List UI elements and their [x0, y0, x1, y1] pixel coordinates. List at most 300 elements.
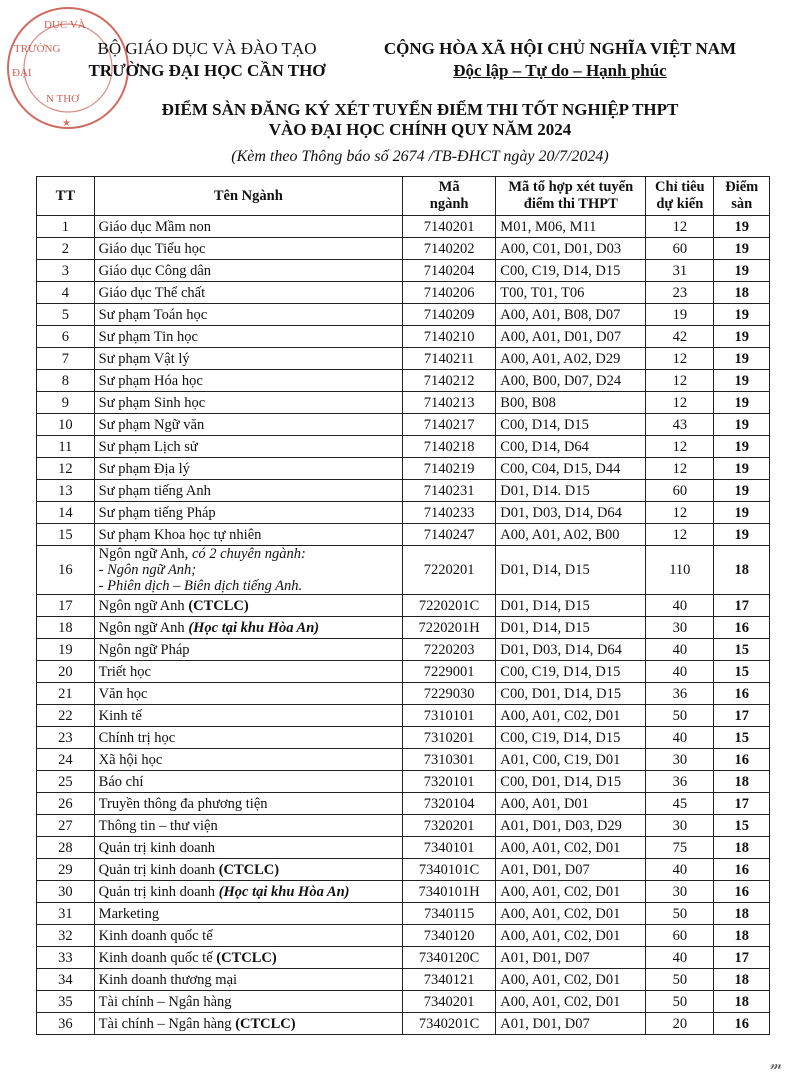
row-name: [94, 595, 402, 617]
row-combination: D01, D03, D14, D64: [496, 639, 646, 661]
header-quota: [646, 177, 714, 216]
row-tt: 29: [37, 859, 95, 881]
row-tt: 32: [37, 925, 95, 947]
row-name-text: Sư phạm Địa lý: [98, 460, 190, 477]
row-combination: T00, T01, T06: [496, 282, 646, 304]
row-tt: 27: [37, 815, 95, 837]
table-row: [37, 749, 770, 771]
row-code: 7320104: [402, 793, 495, 815]
row-combination: C00, C19, D14, D15: [496, 727, 646, 749]
row-score: 19: [714, 524, 770, 546]
table-row: [37, 480, 770, 502]
row-code: 7140206: [402, 282, 495, 304]
row-name: [94, 903, 402, 925]
row-tt: 11: [37, 436, 95, 458]
row-name-text: Giáo dục Công dân: [98, 262, 212, 279]
row-name: [94, 260, 402, 282]
row-score: 19: [714, 502, 770, 524]
row-code: 7140209: [402, 304, 495, 326]
row-code: 7140219: [402, 458, 495, 480]
row-tt: 22: [37, 705, 95, 727]
document-title: [130, 100, 710, 140]
row-combination: A01, D01, D07: [496, 947, 646, 969]
row-name-text: Sư phạm Tin học: [98, 328, 198, 345]
row-tt: 25: [37, 771, 95, 793]
row-name: [94, 837, 402, 859]
row-combination: A01, D01, D03, D29: [496, 815, 646, 837]
row-tt: 16: [37, 546, 95, 595]
row-name-text: Ngôn ngữ Anh: [98, 597, 189, 614]
row-name-text: Tài chính – Ngân hàng: [98, 1015, 236, 1032]
row-tt: 2: [37, 238, 95, 260]
row-name-bold: (CTCLC): [216, 949, 277, 966]
row-combination: D01, D14. D15: [496, 480, 646, 502]
row-quota: 40: [646, 859, 714, 881]
row-quota: 12: [646, 458, 714, 480]
table-row: [37, 546, 770, 595]
row-combination: A00, A01, B08, D07: [496, 304, 646, 326]
row-name: [94, 859, 402, 881]
row-name: [94, 524, 402, 546]
row-quota: 12: [646, 216, 714, 238]
row-quota: 12: [646, 348, 714, 370]
row-score: 18: [714, 546, 770, 595]
row-code: 7140202: [402, 238, 495, 260]
svg-text:N THƠ: N THƠ: [46, 93, 80, 105]
svg-text:DỤC VÀ: DỤC VÀ: [44, 19, 86, 31]
row-score: 19: [714, 348, 770, 370]
row-quota: 110: [646, 546, 714, 595]
row-combination: B00, B08: [496, 392, 646, 414]
row-name-bolditalic: (Học tại khu Hòa An): [188, 619, 320, 636]
row-tt: 36: [37, 1013, 95, 1035]
header-right: [350, 38, 770, 82]
row-combination: D01, D03, D14, D64: [496, 502, 646, 524]
row-quota: 40: [646, 947, 714, 969]
table-row: [37, 370, 770, 392]
row-score: 19: [714, 260, 770, 282]
row-name: [94, 925, 402, 947]
header-quota-line2: dự kiến: [656, 196, 704, 212]
row-score: 18: [714, 991, 770, 1013]
row-name-text: Ngôn ngữ Pháp: [98, 641, 190, 658]
ministry-name: BỘ GIÁO DỤC VÀ ĐÀO TẠO: [97, 39, 317, 58]
row-name-text: Sư phạm Vật lý: [98, 350, 190, 367]
table-header-row: [37, 177, 770, 216]
row-name-text: Văn học: [98, 685, 148, 702]
row-score: 19: [714, 392, 770, 414]
row-combination: A01, D01, D07: [496, 1013, 646, 1035]
row-code: 7340101C: [402, 859, 495, 881]
table-row: [37, 903, 770, 925]
row-tt: 23: [37, 727, 95, 749]
row-tt: 35: [37, 991, 95, 1013]
row-code: 7320101: [402, 771, 495, 793]
row-code: 7140218: [402, 436, 495, 458]
row-code: 7229030: [402, 683, 495, 705]
row-tt: 34: [37, 969, 95, 991]
row-quota: 12: [646, 502, 714, 524]
table-row: [37, 639, 770, 661]
row-tt: 12: [37, 458, 95, 480]
row-quota: 50: [646, 991, 714, 1013]
row-name-text: Marketing: [98, 905, 160, 922]
row-name: [94, 326, 402, 348]
row-tt: 9: [37, 392, 95, 414]
row-combination: C00, D01, D14, D15: [496, 771, 646, 793]
row-tt: 33: [37, 947, 95, 969]
row-quota: 45: [646, 793, 714, 815]
row-tt: 15: [37, 524, 95, 546]
row-name: [94, 639, 402, 661]
row-code: 7140233: [402, 502, 495, 524]
row-score: 19: [714, 458, 770, 480]
row-combination: C00, C19, D14, D15: [496, 260, 646, 282]
header-tt: TT: [37, 177, 95, 216]
country-name: CỘNG HÒA XÃ HỘI CHỦ NGHĨA VIỆT NAM: [383, 39, 737, 58]
row-code: 7320201: [402, 815, 495, 837]
row-score: 19: [714, 436, 770, 458]
row-code: 7340101H: [402, 881, 495, 903]
table-row: [37, 617, 770, 639]
row-name: [94, 815, 402, 837]
row-name: [94, 502, 402, 524]
row-tt: 3: [37, 260, 95, 282]
row-name-text: Quản trị kinh doanh: [98, 883, 219, 900]
header-code-line1: Mã: [438, 179, 460, 195]
header-score: [714, 177, 770, 216]
row-combination: D01, D14, D15: [496, 546, 646, 595]
row-combination: A00, A01, C02, D01: [496, 705, 646, 727]
row-tt: 10: [37, 414, 95, 436]
row-name-text: Truyền thông đa phương tiện: [98, 795, 268, 812]
row-combination: A00, A01, C02, D01: [496, 925, 646, 947]
row-tt: 20: [37, 661, 95, 683]
row-score: 18: [714, 925, 770, 947]
row-quota: 31: [646, 260, 714, 282]
header-score-line2: sàn: [731, 196, 753, 212]
row-quota: 30: [646, 617, 714, 639]
row-score: 17: [714, 595, 770, 617]
row-combination: C00, D14, D15: [496, 414, 646, 436]
table-row: [37, 683, 770, 705]
table-row: [37, 304, 770, 326]
row-code: 7340201C: [402, 1013, 495, 1035]
row-name-text: Chính trị học: [98, 729, 176, 746]
row-quota: 50: [646, 705, 714, 727]
row-score: 15: [714, 727, 770, 749]
row-name-text: Xã hội học: [98, 751, 163, 768]
row-name: [94, 683, 402, 705]
row-combination: A01, C00, C19, D01: [496, 749, 646, 771]
row-quota: 60: [646, 480, 714, 502]
row-score: 19: [714, 480, 770, 502]
table-row: [37, 991, 770, 1013]
row-name: [94, 881, 402, 903]
row-combination: A00, A01, D01: [496, 793, 646, 815]
svg-text:TRƯỜNG: TRƯỜNG: [14, 43, 61, 55]
row-quota: 30: [646, 881, 714, 903]
row-tt: 14: [37, 502, 95, 524]
row-name-text: Giáo dục Tiểu học: [98, 240, 206, 257]
title-line-1: ĐIỂM SÀN ĐĂNG KÝ XÉT TUYỂN ĐIỂM THI TỐT NGHIỆP THPT: [161, 100, 679, 119]
row-code: 7140210: [402, 326, 495, 348]
row-score: 19: [714, 238, 770, 260]
row-name: [94, 546, 402, 595]
row-name-text: Sư phạm Khoa học tự nhiên: [98, 526, 262, 543]
row-tt: 8: [37, 370, 95, 392]
table-row: [37, 859, 770, 881]
row-score: 18: [714, 903, 770, 925]
row-score: 16: [714, 1013, 770, 1035]
row-score: 19: [714, 216, 770, 238]
row-name-text: Quản trị kinh doanh: [98, 839, 216, 856]
row-name-text: Giáo dục Thể chất: [98, 284, 206, 301]
row-code: 7140201: [402, 216, 495, 238]
row-name-text: Sư phạm tiếng Anh: [98, 482, 211, 499]
row-code: 7220201H: [402, 617, 495, 639]
row-score: 18: [714, 969, 770, 991]
admission-score-table: [36, 176, 770, 1035]
title-line-2: VÀO ĐẠI HỌC CHÍNH QUY NĂM 2024: [268, 120, 572, 139]
row-quota: 23: [646, 282, 714, 304]
row-name-text: Ngôn ngữ Anh: [98, 619, 189, 636]
document-subtitle: (Kèm theo Thông báo số 2674 /TB-ĐHCT ngày 20/7/2024): [231, 148, 609, 165]
svg-text:★: ★: [62, 118, 71, 129]
row-score: 16: [714, 859, 770, 881]
row-name-bold: (CTCLC): [188, 597, 249, 614]
table-row: [37, 436, 770, 458]
row-name-italic: có 2 chuyên ngành:: [191, 546, 306, 562]
row-name: [94, 480, 402, 502]
row-score: 17: [714, 947, 770, 969]
row-score: 16: [714, 683, 770, 705]
row-name: [94, 969, 402, 991]
row-code: 7340101: [402, 837, 495, 859]
table-row: [37, 458, 770, 480]
row-code: 7220201C: [402, 595, 495, 617]
row-code: 7310101: [402, 705, 495, 727]
row-name: [94, 348, 402, 370]
initial-mark: 𝓂: [770, 1058, 782, 1073]
row-tt: 7: [37, 348, 95, 370]
header-score-line1: Điểm: [725, 179, 759, 195]
row-combination: A01, D01, D07: [496, 859, 646, 881]
row-tt: 13: [37, 480, 95, 502]
row-code: 7140211: [402, 348, 495, 370]
row-code: 7310301: [402, 749, 495, 771]
row-score: 19: [714, 304, 770, 326]
row-combination: A00, B00, D07, D24: [496, 370, 646, 392]
row-quota: 30: [646, 749, 714, 771]
row-code: 7229001: [402, 661, 495, 683]
row-quota: 42: [646, 326, 714, 348]
row-combination: A00, A01, C02, D01: [496, 991, 646, 1013]
row-score: 18: [714, 837, 770, 859]
row-quota: 40: [646, 639, 714, 661]
row-score: 19: [714, 414, 770, 436]
row-name-text: Giáo dục Mầm non: [98, 218, 212, 235]
row-name: [94, 414, 402, 436]
table-row: [37, 925, 770, 947]
row-quota: 12: [646, 392, 714, 414]
table-row: [37, 326, 770, 348]
row-code: 7340120: [402, 925, 495, 947]
row-name-text: Kinh tế: [98, 707, 142, 724]
row-quota: 50: [646, 969, 714, 991]
row-name-subline: - Phiên dịch – Biên dịch tiếng Anh.: [98, 578, 303, 594]
row-name: [94, 1013, 402, 1035]
row-combination: C00, C19, D14, D15: [496, 661, 646, 683]
row-score: 19: [714, 326, 770, 348]
row-combination: C00, D14, D64: [496, 436, 646, 458]
row-code: 7310201: [402, 727, 495, 749]
row-name-text: Sư phạm Sinh học: [98, 394, 206, 411]
row-code: 7340201: [402, 991, 495, 1013]
table-row: [37, 727, 770, 749]
table-row: [37, 260, 770, 282]
table-row: [37, 661, 770, 683]
table-row: [37, 815, 770, 837]
row-score: 16: [714, 749, 770, 771]
row-tt: 17: [37, 595, 95, 617]
row-name: [94, 458, 402, 480]
table-row: [37, 837, 770, 859]
row-score: 17: [714, 705, 770, 727]
row-quota: 30: [646, 815, 714, 837]
row-combination: D01, D14, D15: [496, 617, 646, 639]
row-quota: 40: [646, 727, 714, 749]
row-name: [94, 947, 402, 969]
row-score: 18: [714, 282, 770, 304]
row-name: [94, 282, 402, 304]
row-quota: 36: [646, 683, 714, 705]
row-tt: 6: [37, 326, 95, 348]
row-name: [94, 238, 402, 260]
row-combination: A00, A01, C02, D01: [496, 837, 646, 859]
row-quota: 43: [646, 414, 714, 436]
row-name: [94, 771, 402, 793]
row-name-text: Kinh doanh quốc tế: [98, 949, 217, 966]
row-code: 7140212: [402, 370, 495, 392]
row-name-text: Sư phạm tiếng Pháp: [98, 504, 216, 521]
row-tt: 30: [37, 881, 95, 903]
row-name-text: Sư phạm Toán học: [98, 306, 208, 323]
row-code: 7140247: [402, 524, 495, 546]
row-quota: 19: [646, 304, 714, 326]
table-row: [37, 502, 770, 524]
row-quota: 12: [646, 436, 714, 458]
svg-text:ĐẠI: ĐẠI: [12, 67, 32, 79]
header-comb-line1: Mã tổ hợp xét tuyển: [508, 179, 634, 195]
row-tt: 28: [37, 837, 95, 859]
header-code: [402, 177, 495, 216]
table-row: [37, 348, 770, 370]
row-combination: A00, A01, A02, B00: [496, 524, 646, 546]
table-row: [37, 216, 770, 238]
table-body: [37, 216, 770, 1035]
row-quota: 20: [646, 1013, 714, 1035]
row-quota: 12: [646, 370, 714, 392]
table-row: [37, 282, 770, 304]
row-tt: 1: [37, 216, 95, 238]
row-code: 7140204: [402, 260, 495, 282]
row-name: [94, 727, 402, 749]
row-code: 7140231: [402, 480, 495, 502]
row-quota: 40: [646, 661, 714, 683]
row-quota: 12: [646, 524, 714, 546]
row-combination: A00, A01, C02, D01: [496, 881, 646, 903]
row-score: 19: [714, 370, 770, 392]
row-name: [94, 793, 402, 815]
row-code: 7140217: [402, 414, 495, 436]
row-score: 15: [714, 661, 770, 683]
table-row: [37, 238, 770, 260]
row-tt: 21: [37, 683, 95, 705]
row-name-text: Sư phạm Hóa học: [98, 372, 203, 389]
row-name: [94, 392, 402, 414]
row-name-text: Kinh doanh thương mại: [98, 971, 238, 988]
row-code: 7340121: [402, 969, 495, 991]
row-combination: A00, A01, C02, D01: [496, 903, 646, 925]
row-name-bold: (CTCLC): [235, 1015, 296, 1032]
row-tt: 24: [37, 749, 95, 771]
table-row: [37, 392, 770, 414]
row-code: 7220201: [402, 546, 495, 595]
row-name-subline: - Ngôn ngữ Anh;: [98, 562, 197, 578]
header-name: Tên Ngành: [94, 177, 402, 216]
row-score: 16: [714, 881, 770, 903]
row-name-text: Tài chính – Ngân hàng: [98, 993, 232, 1010]
table-row: [37, 705, 770, 727]
row-code: 7340115: [402, 903, 495, 925]
row-quota: 40: [646, 595, 714, 617]
row-score: 18: [714, 771, 770, 793]
row-combination: C00, C04, D15, D44: [496, 458, 646, 480]
header-quota-line1: Chỉ tiêu: [655, 179, 705, 195]
row-tt: 26: [37, 793, 95, 815]
header-left: [62, 38, 352, 82]
row-name-text: Triết học: [98, 663, 151, 680]
row-name-text: Ngôn ngữ Anh,: [98, 546, 192, 562]
row-quota: 60: [646, 238, 714, 260]
row-name: [94, 436, 402, 458]
header-code-line2: ngành: [429, 196, 469, 212]
row-name-bold: (CTCLC): [218, 861, 280, 878]
row-name: [94, 216, 402, 238]
table-row: [37, 414, 770, 436]
row-code: 7220203: [402, 639, 495, 661]
table-row: [37, 1013, 770, 1035]
row-name: [94, 749, 402, 771]
row-name-text: Kinh doanh quốc tế: [98, 927, 213, 944]
row-name-text: Báo chí: [98, 773, 144, 790]
table-row: [37, 793, 770, 815]
row-name-text: Sư phạm Ngữ văn: [98, 416, 205, 433]
row-combination: D01, D14, D15: [496, 595, 646, 617]
row-combination: C00, D01, D14, D15: [496, 683, 646, 705]
row-tt: 19: [37, 639, 95, 661]
table-row: [37, 524, 770, 546]
row-name: [94, 370, 402, 392]
row-combination: A00, A01, C02, D01: [496, 969, 646, 991]
row-combination: M01, M06, M11: [496, 216, 646, 238]
table-row: [37, 771, 770, 793]
row-code: 7340120C: [402, 947, 495, 969]
country-motto: Độc lập – Tự do – Hạnh phúc: [453, 61, 667, 80]
row-code: 7140213: [402, 392, 495, 414]
row-name: [94, 304, 402, 326]
